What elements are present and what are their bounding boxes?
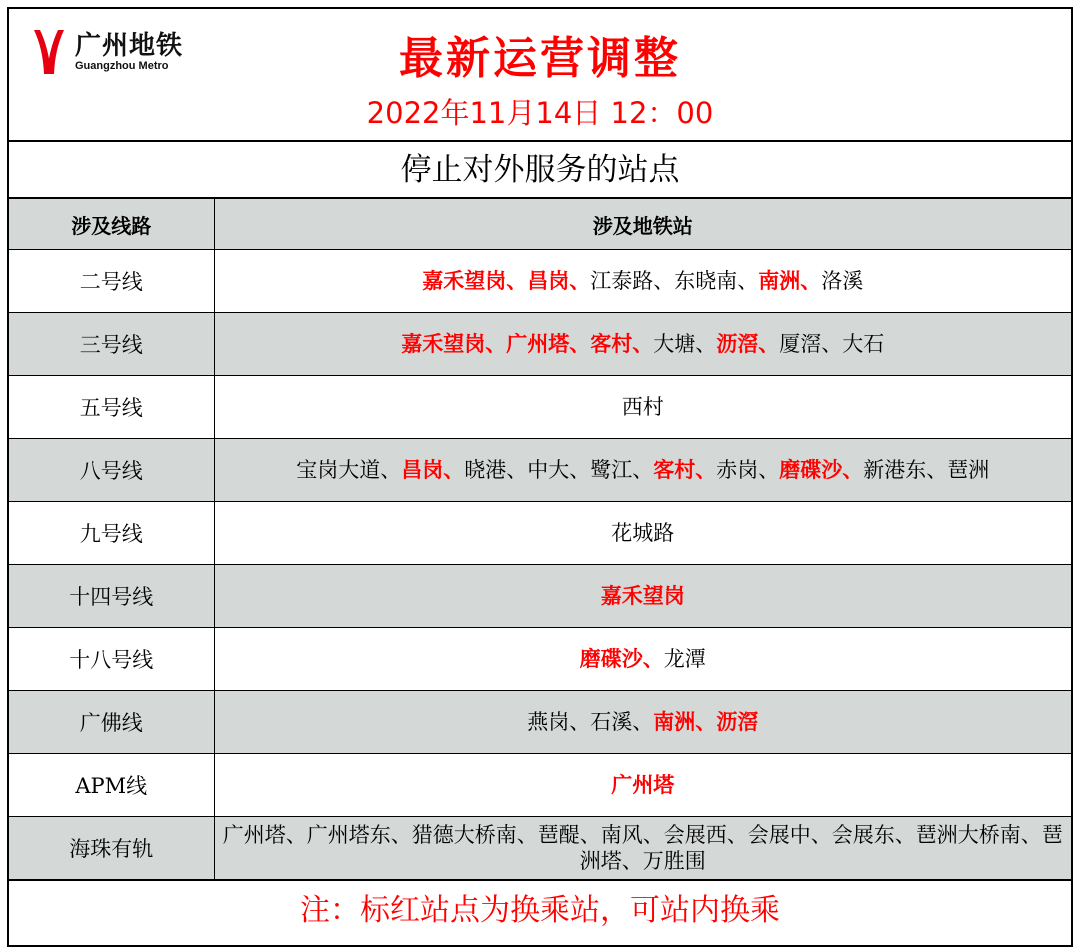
line-name: 二号线 — [9, 250, 214, 313]
station-separator: 、 — [569, 331, 591, 356]
line-name: 十八号线 — [9, 628, 214, 691]
station-name: 中大 — [527, 458, 570, 482]
station-name: 琶洲塔 — [579, 823, 1063, 873]
line-name: 三号线 — [9, 313, 214, 376]
station-separator: 、 — [485, 331, 507, 356]
station-name: 新港东 — [863, 458, 927, 482]
page-title: 最新运营调整 — [399, 33, 681, 84]
station-name: 南风 — [600, 823, 643, 847]
transfer-station-name: 客村 — [653, 457, 696, 482]
transfer-station-name: 广州塔 — [611, 772, 675, 797]
station-separator: 、 — [894, 823, 916, 847]
transfer-station-name: 磨碟沙 — [579, 646, 643, 671]
station-separator: 、 — [653, 269, 675, 293]
header — [9, 9, 1071, 142]
transfer-station-name: 客村 — [590, 331, 633, 356]
station-name: 琶洲大桥南 — [915, 823, 1021, 847]
station-list — [214, 628, 1071, 691]
transfer-station-name: 沥滘 — [716, 709, 759, 734]
station-separator: 、 — [632, 710, 654, 734]
line-name: 五号线 — [9, 376, 214, 439]
station-name: 花城路 — [611, 521, 675, 545]
station-separator: 、 — [380, 458, 402, 482]
station-separator: 、 — [926, 458, 948, 482]
station-separator: 、 — [285, 823, 307, 847]
station-separator: 、 — [569, 458, 591, 482]
station-separator: 、 — [842, 457, 864, 482]
transfer-station-name: 南洲 — [653, 709, 696, 734]
station-name: 厦滘 — [779, 332, 822, 356]
table-row — [9, 628, 1071, 691]
station-name: 会展中 — [747, 823, 811, 847]
station-separator: 、 — [569, 268, 591, 293]
line-name: 九号线 — [9, 502, 214, 565]
station-name: 宝岗大道 — [296, 458, 381, 482]
station-separator: 、 — [695, 709, 717, 734]
station-list — [214, 565, 1071, 628]
station-separator: 、 — [695, 457, 717, 482]
station-separator: 、 — [1020, 823, 1042, 847]
announcement-datetime: 2022年11月14日 12：00 — [366, 96, 714, 130]
station-name: 猎德大桥南 — [411, 823, 517, 847]
station-name: 会展西 — [663, 823, 727, 847]
transfer-station-name: 南洲 — [758, 268, 801, 293]
station-list — [214, 691, 1071, 754]
station-separator: 、 — [642, 646, 664, 671]
closed-stations-table — [9, 199, 1071, 880]
station-name: 洛溪 — [821, 269, 864, 293]
station-name: 鹭江 — [590, 458, 633, 482]
station-separator: 、 — [516, 823, 538, 847]
transfer-station-name: 沥滘 — [716, 331, 759, 356]
station-list — [214, 502, 1071, 565]
station-name: 江泰路 — [590, 269, 654, 293]
table-row — [9, 376, 1071, 439]
station-list — [214, 817, 1071, 880]
line-name: APM线 — [9, 754, 214, 817]
station-name: 广州塔 — [222, 823, 286, 847]
line-name: 十四号线 — [9, 565, 214, 628]
station-name: 大石 — [842, 332, 885, 356]
station-list — [214, 376, 1071, 439]
station-separator: 、 — [506, 458, 528, 482]
logo-english-name: Guangzhou Metro — [75, 59, 169, 72]
station-name: 琶洲 — [947, 458, 990, 482]
transfer-station-name: 嘉禾望岗 — [422, 268, 507, 293]
station-separator: 、 — [737, 269, 759, 293]
column-header-stations: 涉及地铁站 — [214, 199, 1071, 250]
station-list — [214, 250, 1071, 313]
logo-chinese-name: 广州地铁 — [75, 30, 184, 61]
station-separator: 、 — [443, 457, 465, 482]
line-name: 广佛线 — [9, 691, 214, 754]
station-list — [214, 313, 1071, 376]
station-name: 东晓南 — [674, 269, 738, 293]
station-separator: 、 — [726, 823, 748, 847]
line-name: 海珠有轨 — [9, 817, 214, 880]
station-separator: 、 — [758, 331, 780, 356]
transfer-station-name: 嘉禾望岗 — [401, 331, 486, 356]
station-separator: 、 — [390, 823, 412, 847]
station-separator: 、 — [642, 823, 664, 847]
station-list — [214, 439, 1071, 502]
station-name: 西村 — [621, 395, 664, 419]
transfer-station-name: 嘉禾望岗 — [600, 583, 685, 608]
column-header-line: 涉及线路 — [9, 199, 214, 250]
station-separator: 、 — [632, 331, 654, 356]
transfer-station-name: 广州塔 — [506, 331, 570, 356]
station-separator: 、 — [695, 332, 717, 356]
station-name: 赤岗 — [716, 458, 759, 482]
transfer-note: 注：标红站点为换乘站，可站内换乘 — [9, 880, 1071, 945]
station-separator: 、 — [579, 823, 601, 847]
table-row — [9, 502, 1071, 565]
station-name: 晓港 — [464, 458, 507, 482]
station-separator: 、 — [821, 332, 843, 356]
table-row — [9, 250, 1071, 313]
table-header-row — [9, 199, 1071, 250]
station-name: 会展东 — [831, 823, 895, 847]
station-separator: 、 — [569, 710, 591, 734]
table-row — [9, 439, 1071, 502]
table-row — [9, 817, 1071, 880]
station-list — [214, 754, 1071, 817]
station-name: 万胜围 — [642, 849, 706, 873]
station-separator: 、 — [621, 849, 643, 873]
transfer-station-name: 昌岗 — [401, 457, 444, 482]
station-separator: 、 — [810, 823, 832, 847]
table-row — [9, 754, 1071, 817]
station-separator: 、 — [506, 268, 528, 293]
station-separator: 、 — [758, 458, 780, 482]
transfer-station-name: 昌岗 — [527, 268, 570, 293]
table-row — [9, 565, 1071, 628]
station-name: 大塘 — [653, 332, 696, 356]
station-name: 广州塔东 — [306, 823, 391, 847]
line-name: 八号线 — [9, 439, 214, 502]
station-name: 石溪 — [590, 710, 633, 734]
table-row — [9, 313, 1071, 376]
station-name: 燕岗 — [527, 710, 570, 734]
station-separator: 、 — [632, 458, 654, 482]
station-separator: 、 — [800, 268, 822, 293]
station-name: 龙潭 — [663, 647, 706, 671]
notice-board — [7, 7, 1073, 947]
table-row — [9, 691, 1071, 754]
station-name: 琶醍 — [537, 823, 580, 847]
transfer-station-name: 磨碟沙 — [779, 457, 843, 482]
section-title: 停止对外服务的站点 — [9, 142, 1071, 199]
